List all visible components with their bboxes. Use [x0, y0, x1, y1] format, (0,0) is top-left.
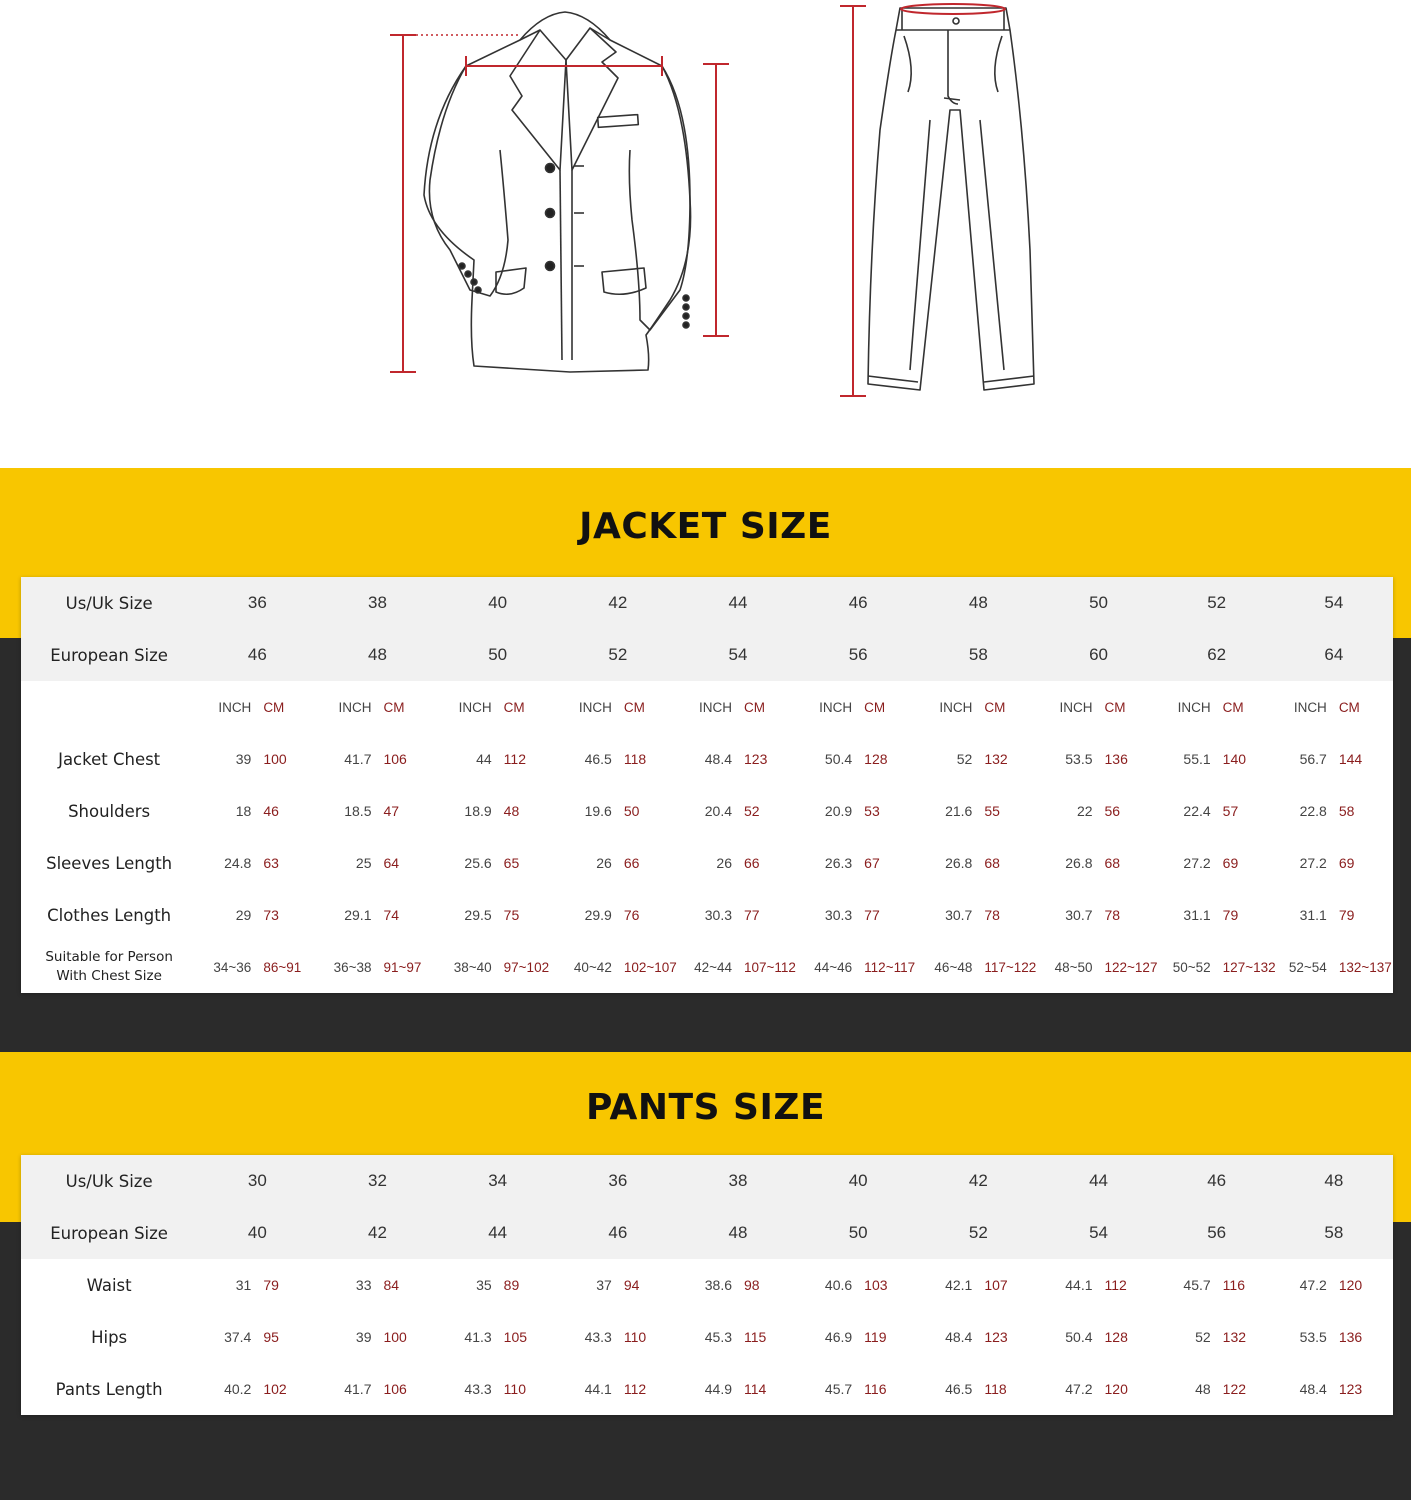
jacket-measure-inch-value: 30.3 — [824, 907, 853, 923]
unit-cm-header: CM — [623, 699, 645, 715]
pants-measure-cm-value: 118 — [984, 1381, 1007, 1397]
pants-measure-cm-value: 84 — [383, 1277, 400, 1293]
jacket-measure-cm-value: 57 — [1222, 803, 1239, 819]
pants-measure-inch-value: 40.2 — [224, 1381, 252, 1397]
pants-measure-inch-value: 43.3 — [584, 1329, 612, 1345]
pants-measure-cm-value: 103 — [864, 1277, 888, 1293]
pants-measure-row — [21, 1259, 1393, 1311]
jacket-measure-inch-value: 26 — [596, 855, 612, 871]
jacket-european-size: 54 — [678, 629, 798, 681]
suitable-inch: 42~44 — [694, 959, 732, 975]
jacket-european-label: European Size — [21, 629, 197, 681]
pants-measure-cm-value: 107 — [984, 1277, 1008, 1293]
suitable-label — [21, 941, 197, 993]
jacket-measure-inch-value: 22.8 — [1299, 803, 1327, 819]
pants-european-size: 52 — [918, 1207, 1038, 1259]
jacket-measure-cm-value: 75 — [503, 907, 520, 923]
jacket-european-size: 62 — [1159, 629, 1275, 681]
pants-measure-inch-value: 47.2 — [1065, 1381, 1093, 1397]
unit-inch-header: INCH — [578, 699, 612, 715]
pants-us-uk-size: 46 — [1159, 1155, 1275, 1207]
suitable-cm: 86~91 — [263, 959, 302, 975]
jacket-european-size: 48 — [317, 629, 437, 681]
pants-measure-inch-value: 35 — [476, 1277, 492, 1293]
suitable-cm: 97~102 — [503, 959, 550, 975]
jacket-us-uk-label: Us/Uk Size — [21, 577, 197, 629]
jacket-us-uk-row — [21, 577, 1393, 629]
jacket-measure-cm-value: 66 — [744, 855, 760, 871]
jacket-measure-inch-value: 20.9 — [824, 803, 853, 819]
unit-inch-header: INCH — [218, 699, 252, 715]
jacket-measure-cm-value: 123 — [744, 751, 768, 767]
unit-cm-header: CM — [744, 699, 765, 715]
jacket-measure-cm-value: 66 — [623, 855, 640, 871]
jacket-measure-cm-value: 69 — [1222, 855, 1239, 871]
unit-inch-header: INCH — [1059, 699, 1093, 715]
pants-measure-cm-value: 114 — [744, 1381, 767, 1397]
jacket-measure-inch-value: 29.1 — [344, 907, 372, 923]
jacket-measure-inch-value: 41.7 — [344, 751, 372, 767]
pants-measure-inch-value: 46.9 — [824, 1329, 853, 1345]
pants-measure-cm-value: 79 — [263, 1277, 279, 1293]
pants-us-uk-size: 38 — [678, 1155, 798, 1207]
jacket-measure-cm-value: 52 — [744, 803, 760, 819]
suitable-inch: 38~40 — [453, 959, 492, 975]
jacket-measure-inch-value: 29 — [235, 907, 252, 923]
unit-inch-header: INCH — [1177, 699, 1211, 715]
jacket-measure-inch-value: 30.3 — [704, 907, 732, 923]
jacket-measure-cm-value: 53 — [864, 803, 880, 819]
suitable-inch: 48~50 — [1054, 959, 1093, 975]
jacket-measure-cm-value: 65 — [503, 855, 520, 871]
jacket-measure-label: Sleeves Length — [46, 853, 173, 873]
pants-measure-inch-value: 43.3 — [464, 1381, 492, 1397]
jacket-measure-cm-value: 112 — [503, 751, 526, 767]
pants-measure-cm-value: 102 — [263, 1381, 287, 1397]
pants-measure-cm-value: 128 — [1104, 1329, 1128, 1345]
pants-measure-inch-value: 48.4 — [945, 1329, 973, 1345]
pants-measure-cm-value: 136 — [1338, 1329, 1363, 1345]
pants-us-uk-size: 40 — [798, 1155, 918, 1207]
pants-measure-inch-value: 40.6 — [824, 1277, 853, 1293]
jacket-measure-inch-value: 25 — [355, 855, 372, 871]
jacket-measure-inch-value: 24.8 — [224, 855, 252, 871]
pants-us-uk-size: 42 — [918, 1155, 1038, 1207]
suitable-cm: 132~137 — [1338, 959, 1392, 975]
unit-cm-header: CM — [1104, 699, 1126, 715]
jacket-measure-cm-value: 64 — [383, 855, 400, 871]
jacket-us-uk-size: 42 — [558, 577, 678, 629]
pants-measure-inch-value: 33 — [355, 1277, 372, 1293]
jacket-us-uk-size: 36 — [197, 577, 317, 629]
jacket-measure-cm-value: 79 — [1338, 907, 1355, 923]
pants-measure-cm-value: 89 — [503, 1277, 520, 1293]
pants-measure-cm-value: 112 — [1104, 1277, 1127, 1293]
garment-illustrations — [0, 0, 1411, 468]
pants-measure-inch-value: 47.2 — [1299, 1277, 1327, 1293]
pants-measure-cm-value: 105 — [503, 1329, 528, 1345]
pants-measure-cm-value: 112 — [623, 1381, 647, 1397]
jacket-measure-cm-value: 58 — [1338, 803, 1355, 819]
jacket-us-uk-size: 54 — [1275, 577, 1393, 629]
pants-measure-inch-value: 48 — [1195, 1381, 1211, 1397]
jacket-measure-cm-value: 46 — [263, 803, 279, 819]
pants-measure-inch-value: 48.4 — [1299, 1381, 1327, 1397]
jacket-measure-inch-value: 22 — [1076, 803, 1093, 819]
pants-us-uk-size: 34 — [438, 1155, 558, 1207]
jacket-measure-cm-value: 106 — [383, 751, 407, 767]
pants-us-uk-size: 48 — [1275, 1155, 1393, 1207]
pants-measure-inch-value: 44.1 — [584, 1381, 612, 1397]
jacket-measure-inch-value: 26.8 — [1065, 855, 1093, 871]
jacket-us-uk-size: 52 — [1159, 577, 1275, 629]
pants-measure-cm-value: 100 — [383, 1329, 407, 1345]
pants-measure-cm-value: 94 — [623, 1277, 640, 1293]
pants-us-uk-size: 44 — [1038, 1155, 1158, 1207]
unit-cm-header: CM — [383, 699, 405, 715]
pants-measure-row — [21, 1311, 1393, 1363]
pants-measure-inch-value: 45.7 — [824, 1381, 853, 1397]
unit-cm-header: CM — [1338, 699, 1360, 715]
pants-european-size: 54 — [1038, 1207, 1158, 1259]
unit-inch-header: INCH — [819, 699, 853, 715]
jacket-unit-row-spacer — [21, 681, 197, 733]
jacket-measure-inch-value: 27.2 — [1183, 855, 1211, 871]
suitable-inch: 34~36 — [213, 959, 252, 975]
pants-section-title: PANTS SIZE — [585, 1087, 826, 1128]
pants-us-uk-row — [21, 1155, 1393, 1207]
unit-cm-header: CM — [503, 699, 525, 715]
jacket-measure-inch-value: 31.1 — [1299, 907, 1327, 923]
jacket-measure-cm-value: 128 — [864, 751, 888, 767]
jacket-size-table — [21, 577, 1393, 993]
pants-drawing — [868, 8, 1034, 390]
suitable-inch: 36~38 — [333, 959, 372, 975]
jacket-measure-cm-value: 67 — [864, 855, 880, 871]
pants-european-size: 48 — [678, 1207, 798, 1259]
jacket-european-size: 46 — [197, 629, 317, 681]
pants-measure-cm-value: 110 — [623, 1329, 647, 1345]
jacket-measure-cm-value: 55 — [984, 803, 1000, 819]
jacket-measure-cm-value: 78 — [984, 907, 1000, 923]
unit-cm-header: CM — [864, 699, 886, 715]
jacket-measure-cm-value: 136 — [1104, 751, 1128, 767]
jacket-measure-inch-value: 48.4 — [704, 751, 732, 767]
pants-european-size: 46 — [558, 1207, 678, 1259]
pants-european-size: 56 — [1159, 1207, 1275, 1259]
jacket-european-row — [21, 629, 1393, 681]
pants-measure-inch-value: 44.1 — [1065, 1277, 1093, 1293]
jacket-us-uk-size: 48 — [918, 577, 1038, 629]
jacket-us-uk-size: 50 — [1038, 577, 1158, 629]
jacket-measure-cm-value: 74 — [383, 907, 400, 923]
jacket-measure-inch-value: 21.6 — [945, 803, 973, 819]
jacket-european-size: 64 — [1275, 629, 1393, 681]
pants-measure-cm-value: 116 — [1222, 1277, 1245, 1293]
pants-measure-inch-value: 44.9 — [704, 1381, 732, 1397]
pants-us-uk-size: 36 — [558, 1155, 678, 1207]
unit-cm-header: CM — [263, 699, 285, 715]
pants-european-label: European Size — [21, 1207, 197, 1259]
suitable-cm: 102~107 — [623, 959, 677, 975]
jacket-measure-cm-value: 144 — [1338, 751, 1363, 767]
suitable-cm: 117~122 — [984, 959, 1037, 975]
jacket-us-uk-size: 40 — [438, 577, 558, 629]
suitable-label-line1: Suitable for Person — [45, 949, 173, 965]
jacket-measure-inch-value: 29.9 — [584, 907, 612, 923]
jacket-measure-inch-value: 30.7 — [945, 907, 973, 923]
pants-european-row — [21, 1207, 1393, 1259]
jacket-measure-inch-value: 53.5 — [1065, 751, 1093, 767]
pants-european-size: 44 — [438, 1207, 558, 1259]
jacket-measure-cm-value: 132 — [984, 751, 1008, 767]
jacket-measure-inch-value: 46.5 — [584, 751, 612, 767]
pants-us-uk-label: Us/Uk Size — [21, 1155, 197, 1207]
jacket-section-title: JACKET SIZE — [579, 506, 832, 547]
pants-measure-cm-value: 95 — [263, 1329, 279, 1345]
jacket-measure-cm-value: 76 — [623, 907, 640, 923]
pants-measure-cm-value: 120 — [1104, 1381, 1128, 1397]
unit-inch-header: INCH — [939, 699, 973, 715]
jacket-measure-inch-value: 22.4 — [1183, 803, 1211, 819]
pants-european-size: 40 — [197, 1207, 317, 1259]
jacket-measure-cm-value: 73 — [263, 907, 279, 923]
jacket-size-table-card — [21, 577, 1393, 993]
pants-size-table — [21, 1155, 1393, 1415]
jacket-measure-label: Clothes Length — [47, 905, 172, 925]
jacket-measure-inch-value: 26 — [716, 855, 732, 871]
pants-measure-inch-value: 37.4 — [224, 1329, 252, 1345]
pants-measure-cm-value: 116 — [864, 1381, 887, 1397]
unit-cm-header: CM — [984, 699, 1006, 715]
pants-measure-inch-value: 45.3 — [704, 1329, 732, 1345]
jacket-measure-label: Jacket Chest — [58, 749, 161, 769]
jacket-measure-rows — [21, 733, 1393, 941]
pants-measure-cm-value: 110 — [503, 1381, 526, 1397]
pants-european-size: 42 — [317, 1207, 437, 1259]
unit-inch-header: INCH — [458, 699, 492, 715]
pants-measure-inch-value: 41.3 — [464, 1329, 492, 1345]
jacket-european-size: 50 — [438, 629, 558, 681]
pants-us-uk-size: 30 — [197, 1155, 317, 1207]
unit-inch-header: INCH — [699, 699, 732, 715]
pants-measure-cm-value: 122 — [1222, 1381, 1247, 1397]
pants-measure-label: Waist — [86, 1275, 132, 1295]
pants-measure-cm-value: 119 — [864, 1329, 887, 1345]
jacket-measure-inch-value: 26.3 — [824, 855, 853, 871]
suitable-inch: 50~52 — [1172, 959, 1211, 975]
pants-measure-cm-value: 120 — [1338, 1277, 1363, 1293]
jacket-measure-inch-value: 18.5 — [344, 803, 372, 819]
jacket-measure-row — [21, 889, 1393, 941]
jacket-measure-inch-value: 39 — [235, 751, 252, 767]
suitable-cm: 107~112 — [744, 959, 796, 975]
jacket-measure-inch-value: 55.1 — [1183, 751, 1211, 767]
jacket-measure-inch-value: 50.4 — [824, 751, 853, 767]
jacket-measure-cm-value: 79 — [1222, 907, 1239, 923]
jacket-measure-inch-value: 44 — [476, 751, 492, 767]
pants-measure-inch-value: 39 — [355, 1329, 372, 1345]
jacket-measure-inch-value: 52 — [956, 751, 973, 767]
jacket-unit-row — [21, 681, 1393, 733]
jacket-measure-cm-value: 47 — [383, 803, 400, 819]
jacket-measure-inch-value: 26.8 — [945, 855, 973, 871]
jacket-measure-cm-value: 69 — [1338, 855, 1355, 871]
jacket-measure-inch-value: 19.6 — [584, 803, 612, 819]
pants-measure-cm-value: 123 — [984, 1329, 1008, 1345]
jacket-measure-cm-value: 78 — [1104, 907, 1121, 923]
pants-measure-inch-value: 50.4 — [1065, 1329, 1093, 1345]
pants-european-size: 50 — [798, 1207, 918, 1259]
suitable-cm: 91~97 — [383, 959, 422, 975]
jacket-suitable-row — [21, 941, 1393, 993]
jacket-us-uk-size: 38 — [317, 577, 437, 629]
jacket-measure-cm-value: 118 — [623, 751, 647, 767]
jacket-measure-cm-value: 48 — [503, 803, 520, 819]
pants-measure-inch-value: 46.5 — [945, 1381, 973, 1397]
suitable-cm: 127~132 — [1222, 959, 1276, 975]
pants-measure-inch-value: 41.7 — [344, 1381, 372, 1397]
jacket-measure-inch-value: 18 — [235, 803, 252, 819]
jacket-measure-inch-value: 20.4 — [704, 803, 732, 819]
jacket-measure-inch-value: 30.7 — [1065, 907, 1093, 923]
jacket-measure-cm-value: 100 — [263, 751, 287, 767]
pants-measure-cm-value: 106 — [383, 1381, 407, 1397]
pants-measure-inch-value: 42.1 — [945, 1277, 973, 1293]
pants-measure-row — [21, 1363, 1393, 1415]
jacket-measure-cm-value: 68 — [1104, 855, 1121, 871]
pants-us-uk-size: 32 — [317, 1155, 437, 1207]
unit-inch-header: INCH — [338, 699, 372, 715]
pants-measure-inch-value: 38.6 — [704, 1277, 732, 1293]
jacket-measure-inch-value: 29.5 — [464, 907, 492, 923]
jacket-european-size: 58 — [918, 629, 1038, 681]
suitable-label-line2: With Chest Size — [56, 968, 162, 984]
jacket-measure-inch-value: 25.6 — [464, 855, 492, 871]
jacket-measure-cm-value: 140 — [1222, 751, 1247, 767]
suitable-inch: 44~46 — [814, 959, 853, 975]
unit-inch-header: INCH — [1293, 699, 1327, 715]
pants-measure-cm-value: 98 — [744, 1277, 760, 1293]
suitable-cm: 122~127 — [1104, 959, 1158, 975]
jacket-measure-inch-value: 18.9 — [464, 803, 492, 819]
jacket-measure-row — [21, 837, 1393, 889]
jacket-measure-cm-value: 63 — [263, 855, 279, 871]
pants-measure-cm-value: 115 — [744, 1329, 767, 1345]
pants-measure-cm-value: 123 — [1338, 1381, 1363, 1397]
pants-measure-inch-value: 37 — [596, 1277, 612, 1293]
jacket-measure-row — [21, 785, 1393, 837]
pants-european-size: 58 — [1275, 1207, 1393, 1259]
jacket-european-size: 52 — [558, 629, 678, 681]
pants-measure-inch-value: 52 — [1195, 1329, 1211, 1345]
illustration-area — [0, 0, 1411, 468]
jacket-us-uk-size: 46 — [798, 577, 918, 629]
pants-measure-rows — [21, 1259, 1393, 1415]
jacket-european-size: 60 — [1038, 629, 1158, 681]
pants-measure-inch-value: 31 — [235, 1277, 252, 1293]
unit-cm-header: CM — [1222, 699, 1244, 715]
jacket-measure-cm-value: 68 — [984, 855, 1000, 871]
jacket-measure-inch-value: 56.7 — [1299, 751, 1327, 767]
jacket-measure-inch-value: 27.2 — [1299, 855, 1327, 871]
suitable-inch: 46~48 — [934, 959, 973, 975]
pants-measure-label: Hips — [91, 1327, 128, 1347]
pants-measure-inch-value: 45.7 — [1183, 1277, 1211, 1293]
jacket-measure-cm-value: 77 — [744, 907, 760, 923]
jacket-us-uk-size: 44 — [678, 577, 798, 629]
jacket-measure-row — [21, 733, 1393, 785]
jacket-european-size: 56 — [798, 629, 918, 681]
jacket-measure-label: Shoulders — [68, 801, 151, 821]
pants-measure-inch-value: 53.5 — [1299, 1329, 1327, 1345]
jacket-measure-cm-value: 50 — [623, 803, 640, 819]
jacket-measure-cm-value: 56 — [1104, 803, 1121, 819]
suitable-inch: 40~42 — [573, 959, 612, 975]
pants-measure-cm-value: 132 — [1222, 1329, 1247, 1345]
jacket-measure-inch-value: 31.1 — [1183, 907, 1211, 923]
pants-measure-label: Pants Length — [55, 1379, 163, 1399]
suitable-inch: 52~54 — [1288, 959, 1327, 975]
pants-size-table-card — [21, 1155, 1393, 1415]
jacket-measure-cm-value: 77 — [864, 907, 880, 923]
suitable-cm: 112~117 — [864, 959, 916, 975]
